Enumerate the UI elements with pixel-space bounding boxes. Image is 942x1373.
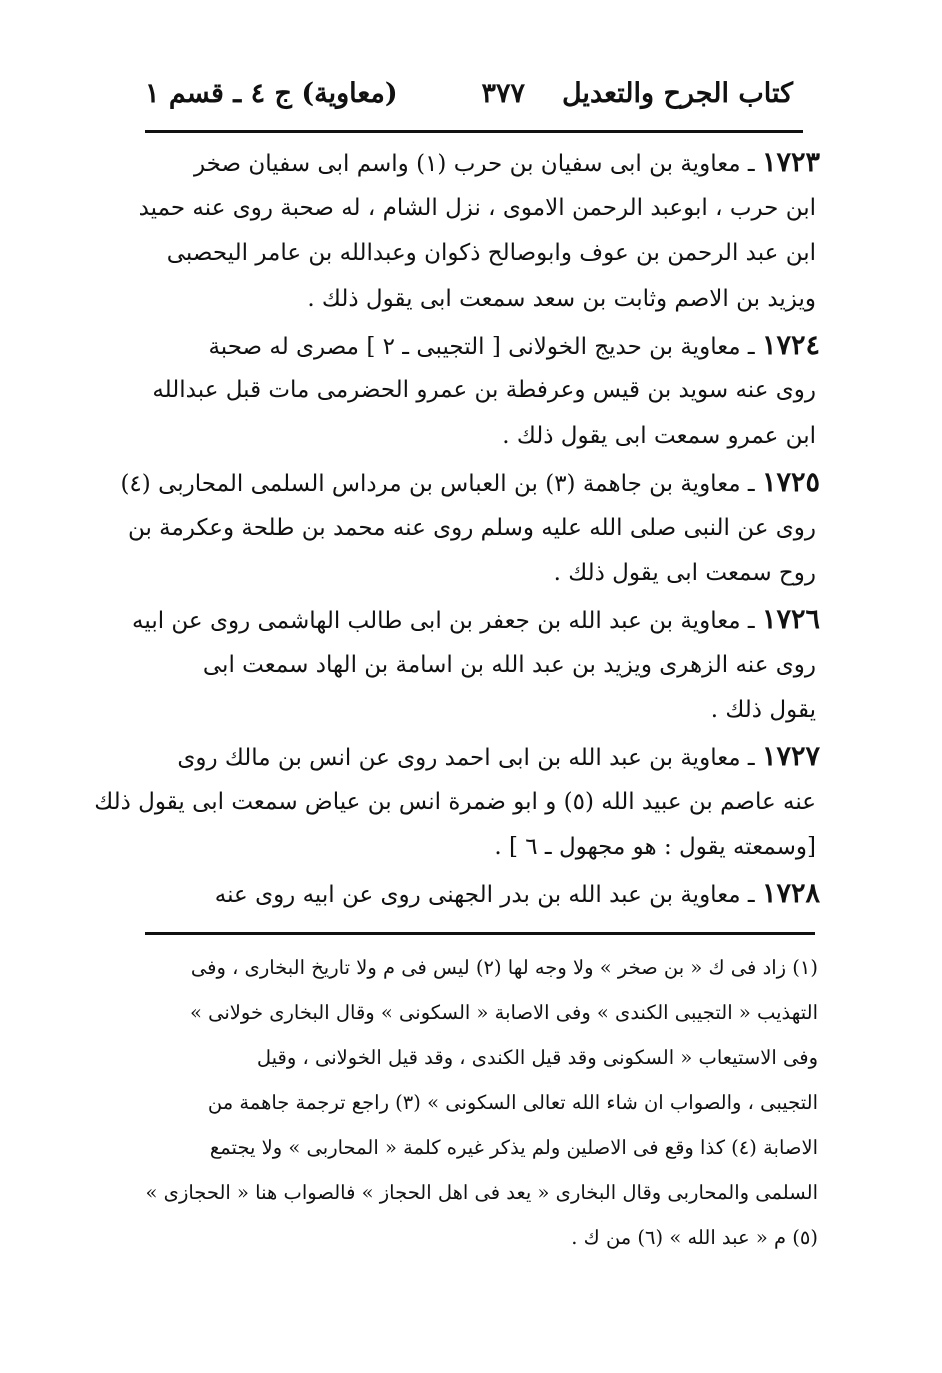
footnote-line: وفى الاستيعاب « السكونى وقد قيل الكندى ، وقد قيل الخولانى ، وقيل — [256, 1046, 818, 1069]
entry-number: ١٧٢٣ — [761, 147, 820, 178]
entry-first-line — [150, 871, 820, 917]
footnote-line: (١) زاد فى ك « بن صخر » ولا وجه لها (٢) ليس فى م ولا تاريخ البخارى ، وفى — [190, 956, 818, 979]
entry-line: يقول ذلك . — [710, 697, 816, 724]
entry-line: روى عن النبى صلى الله عليه وسلم روى عنه محمد بن طلحة وعكرمة بن — [127, 514, 816, 541]
footnote-line: التهذيب « التجيبى الكندى » وفى الاصابة « السكونى » وقال البخارى خولانى » — [189, 1001, 818, 1024]
entry-text: ـ معاوية بن عبد الله بن جعفر بن ابى طالب الهاشمى روى عن ابيه — [132, 607, 755, 634]
section-label: (معاوية) ج ٤ ـ قسم ١ — [145, 78, 398, 109]
entry-text: ـ معاوية بن حديج الخولانى [ التجيبى ـ ٢ ] مصرى له صحبة — [208, 333, 755, 360]
entry-number: ١٧٢٦ — [761, 603, 820, 635]
entry-text: ـ معاوية بن عبد الله بن ابى احمد روى عن انس بن مالك روى — [177, 744, 755, 771]
entry-text: ـ معاوية بن ابى سفيان بن حرب (١) واسم ابى سفيان صخر — [193, 151, 755, 177]
biography-entries — [94, 140, 820, 917]
entry-line: ابن حرب ، ابوعبد الرحمن الاموى ، نزل الشام ، له صحبة روى عنه حميد — [138, 194, 816, 221]
entry-first-line — [150, 323, 820, 369]
entry-text: ـ معاوية بن عبد الله بن بدر الجهنى روى عن ابيه روى عنه — [214, 882, 755, 908]
footnote-line: (٥) م « عبد الله » (٦) من ك . — [571, 1226, 818, 1249]
entry-line: ابن عبد الرحمن بن عوف وابوصالح ذكوان وعبدالله بن عامر اليحصبى — [166, 240, 816, 267]
book-title: كتاب الجرح والتعديل — [561, 78, 793, 109]
header-rule — [145, 130, 803, 133]
entry-line: ابن عمرو سمعت ابى يقول ذلك . — [502, 423, 816, 450]
entry-first-line — [150, 734, 820, 780]
entry-number: ١٧٢٤ — [761, 329, 820, 361]
entry-first-line — [150, 140, 820, 186]
entry-first-line — [132, 597, 820, 643]
entry-text: ـ معاوية بن جاهمة (٣) بن العباس بن مرداس السلمى المحاربى (٤) — [120, 470, 755, 497]
entry-line: ويزيد بن الاصم وثابت بن سعد سمعت ابى يقول ذلك . — [307, 286, 816, 313]
footnote-rule — [145, 932, 815, 935]
entry-line: روى عنه الزهرى ويزيد بن عبد الله بن اسامة بن الهاد سمعت ابى — [202, 651, 816, 678]
entry-line: روح سمعت ابى يقول ذلك . — [553, 560, 816, 587]
footnote-line: السلمى والمحاربى وقال البخارى « يعد فى اهل الحجاز » فالصواب هنا « الحجازى » — [145, 1181, 818, 1204]
running-header — [145, 78, 793, 126]
entry-number: ١٧٢٥ — [761, 466, 820, 498]
entry-line: [وسمعته يقول : هو مجهول ـ ٦ ] . — [494, 834, 816, 861]
entry-line: روى عنه سويد بن قيس وعرفطة بن عمرو الحضرمى مات قبل عبدالله — [152, 377, 816, 404]
entry-number: ١٧٢٧ — [761, 740, 820, 772]
entry-first-line — [120, 460, 820, 506]
entry-line: عنه عاصم بن عبيد الله (٥) و ابو ضمرة انس بن عياض سمعت ابى يقول ذلك — [94, 788, 816, 815]
entry-number: ١٧٢٨ — [761, 878, 820, 909]
footnote-line: التجيبى ، والصواب ان شاء الله تعالى السكونى » (٣) راجع ترجمة جاهمة من — [207, 1091, 818, 1114]
footnote-line: الاصابة (٤) كذا وقع فى الاصلين ولم يذكر غيره كلمة « المحاربى » ولا يجتمع — [209, 1136, 818, 1159]
footnotes — [145, 945, 818, 1260]
page-number: ٣٧٧ — [481, 78, 525, 109]
